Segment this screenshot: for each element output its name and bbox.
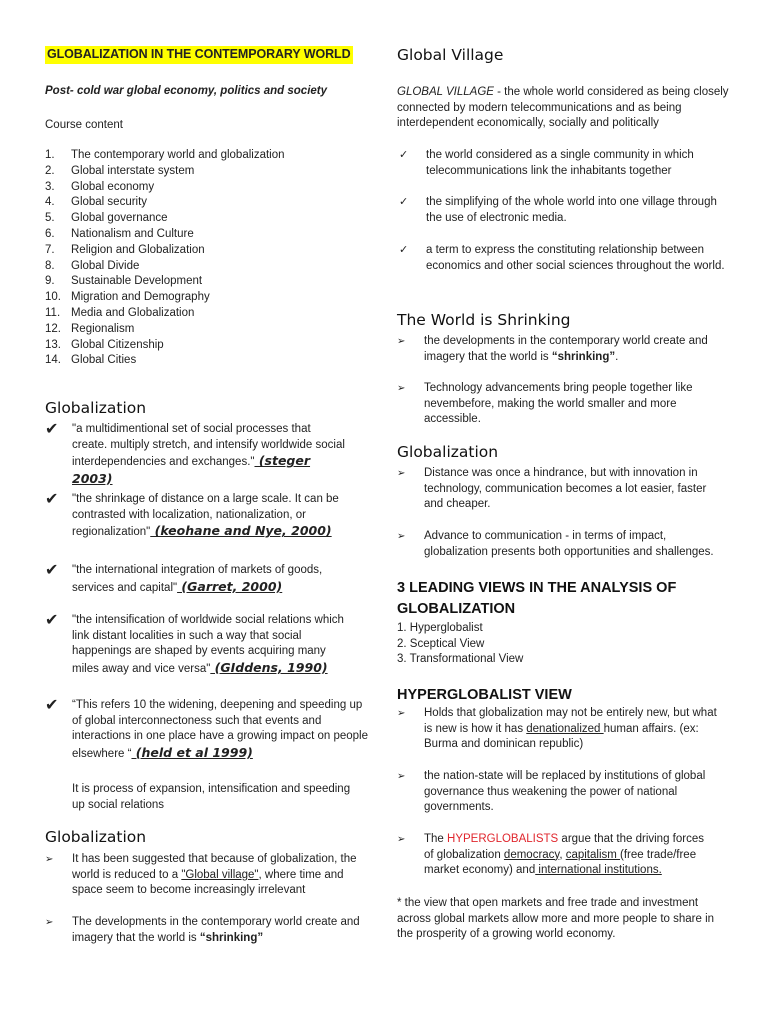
definition-text: "the international integration of markets of goods, services and capital" [72,564,323,594]
global-village-heading: Global Village [397,46,504,64]
check-icon: ✓ [399,149,409,161]
course-topic-item [45,180,285,196]
global-village-point [397,243,727,274]
topic-number: 1. [45,149,55,161]
course-topic-item [45,164,285,180]
globalization-point-2: ➢ The developments in the contemporary world create and imagery that the world is “shrinking” [45,915,370,946]
topic-number: 7. [45,243,55,256]
course-topic-item [45,290,285,306]
topic-text: Nationalism and Culture [71,227,194,240]
definition-citation: (keohane and Nye, 2000) [150,523,332,539]
definition-item [45,563,345,596]
course-topic-item [45,353,285,369]
global-village-point-text: the world considered as a single community in which telecommunications link the inhabitants together [426,149,694,177]
check-icon: ✔ [45,562,59,579]
course-topic-item [45,148,285,164]
topic-text: Global interstate system [71,164,195,177]
course-content-label: Course content [45,119,123,131]
globalization-heading-2: Globalization [45,828,147,846]
course-topic-item [45,211,285,227]
topic-text: Sustainable Development [71,275,203,288]
hyperglobalists-term: HYPERGLOBALISTS [447,833,559,845]
document-subtitle: Post- cold war global economy, politics and society [45,85,328,97]
course-topic-item [45,243,285,259]
hyperglobalist-heading: HYPERGLOBALIST VIEW [397,687,572,703]
world-shrinking-heading: The World is Shrinking [397,311,571,329]
globalization-right-point-1: ➢ Distance was once a hindrance, but with innovation in technology, communication becomes a lot easier, faster and cheaper. [397,466,717,513]
topic-number: 10. [45,291,61,304]
definition-citation: (held et al 1999) [131,744,253,760]
check-icon: ✓ [399,244,409,256]
globalization-point-1: ➢ It has been suggested that because of globalization, the world is reduced to a "Global village", where time and space seem to become increasingly irrelevant [45,852,365,899]
course-topic-item [45,227,285,243]
topic-text: Global Divide [71,259,140,272]
view-item: 2. Sceptical View [397,637,485,650]
hyperglobalist-footnote: * the view that open markets and free trade and investment across global markets allow more and more people to share in the prosperity of a growing world economy. [397,897,715,941]
topic-number: 5. [45,212,55,225]
globalization-right-point-2: ➢ Advance to communication - in terms of impact, globalization presents both opportunities and shallenges. [397,529,727,560]
arrow-bullet-icon: ➢ [397,708,406,719]
topic-text: Media and Globalization [71,306,195,319]
check-icon: ✓ [399,196,409,208]
course-topic-list [45,148,285,369]
definition-text: "a multidimentional set of social processes that create. multiply stretch, and intensify worldwide social interdependencies and exchanges." [72,423,345,469]
course-topic-item [45,274,285,290]
shrinking-point-1: ➢ the developments in the contemporary world create and imagery that the world is “shrinking”. [397,334,733,365]
check-icon: ✔ [45,421,59,438]
arrow-bullet-icon: ➢ [397,383,406,394]
topic-text: Global Cities [71,354,137,367]
global-village-definition: GLOBAL VILLAGE - the whole world considered as being closely connected by modern telecommunications and as being interdependent economically, socially and politically [397,86,729,130]
topic-number: 14. [45,354,61,367]
global-village-term: "Global village" [181,868,259,881]
topic-text: Global security [71,196,148,209]
global-village-point [397,148,727,179]
arrow-bullet-icon: ➢ [397,531,406,542]
globalization-heading-right: Globalization [397,443,499,461]
global-village-point-text: a term to express the constituting relationship between economics and other social sciences throughout the world. [426,244,725,272]
arrow-bullet-icon: ➢ [45,917,54,928]
topic-text: Global governance [71,212,168,225]
views-list [397,621,523,668]
shrinking-point-2: ➢ Technology advancements bring people together like nevembefore, making the world smaller and more accessible. [397,381,717,428]
topic-number: 6. [45,227,55,240]
check-icon: ✔ [45,697,59,714]
course-topic-item [45,259,285,275]
topic-text: Global economy [71,180,155,193]
arrow-bullet-icon: ➢ [397,468,406,479]
hyperglobalist-point-3: ➢ The HYPERGLOBALISTS argue that the driving forces of globalization democracy, capitalism (free trade/free market economy) and international institutions. [397,832,713,879]
definition-item [45,698,373,762]
course-topic-item [45,322,285,338]
topic-text: The contemporary world and globalization [71,149,285,161]
definition-text: “This refers 10 the widening, deepening and speeding up of global interconnectoness such that events and interactions in one place have a growing impact on people elsewhere “ [72,699,368,760]
topic-number: 4. [45,196,55,209]
topic-number: 11. [45,306,61,319]
view-item: 1. Hyperglobalist [397,622,483,634]
topic-text: Global Citizenship [71,338,164,351]
topic-number: 12. [45,322,61,335]
hyperglobalist-point-2: ➢ the nation-state will be replaced by institutions of global governance thus weakening the power of national governments. [397,769,719,816]
hyperglobalist-point-1: ➢ Holds that globalization may not be entirely new, but what is new is how it has denationalized human affairs. (ex: Burma and dominican republic) [397,706,717,753]
definition-citation: (steger 2003) [72,453,311,486]
arrow-bullet-icon: ➢ [397,771,406,782]
leading-views-heading: 3 LEADING VIEWS IN THE ANALYSIS OF GLOBALIZATION [397,580,677,617]
course-topic-item [45,338,285,354]
definition-item [45,492,345,541]
topic-number: 9. [45,275,55,288]
definition-item [45,613,345,677]
global-village-point [397,195,727,226]
process-note: It is process of expansion, intensification and speeding up social relations [72,783,351,811]
definition-citation: (Garret, 2000) [177,578,283,594]
definition-text: "the shrinkage of distance on a large scale. It can be contrasted with localization, nationalization, or regionalization" [72,493,339,539]
topic-number: 3. [45,180,55,193]
arrow-bullet-icon: ➢ [45,854,54,865]
topic-number: 2. [45,164,55,177]
topic-number: 13. [45,338,61,351]
definition-text: "the intensification of worldwide social relations which link distant localities in such a way that social happenings are shaped by events acquiring many miles away and vice versa" [72,614,344,675]
topic-text: Migration and Demography [71,291,210,304]
check-icon: ✔ [45,491,59,508]
globalization-heading: Globalization [45,399,147,417]
course-topic-item [45,195,285,211]
topic-text: Regionalism [71,322,135,335]
definition-item [45,422,345,488]
view-item: 3. Transformational View [397,653,524,666]
arrow-bullet-icon: ➢ [397,834,406,845]
topic-number: 8. [45,259,55,272]
course-topic-item [45,306,285,322]
topic-text: Religion and Globalization [71,243,205,256]
definition-citation: (GIddens, 1990) [210,659,328,675]
global-village-point-text: the simplifying of the whole world into one village through the use of electronic media. [426,196,717,224]
document-title: GLOBALIZATION IN THE CONTEMPORARY WORLD [45,46,353,64]
check-icon: ✔ [45,612,59,629]
arrow-bullet-icon: ➢ [397,336,406,347]
